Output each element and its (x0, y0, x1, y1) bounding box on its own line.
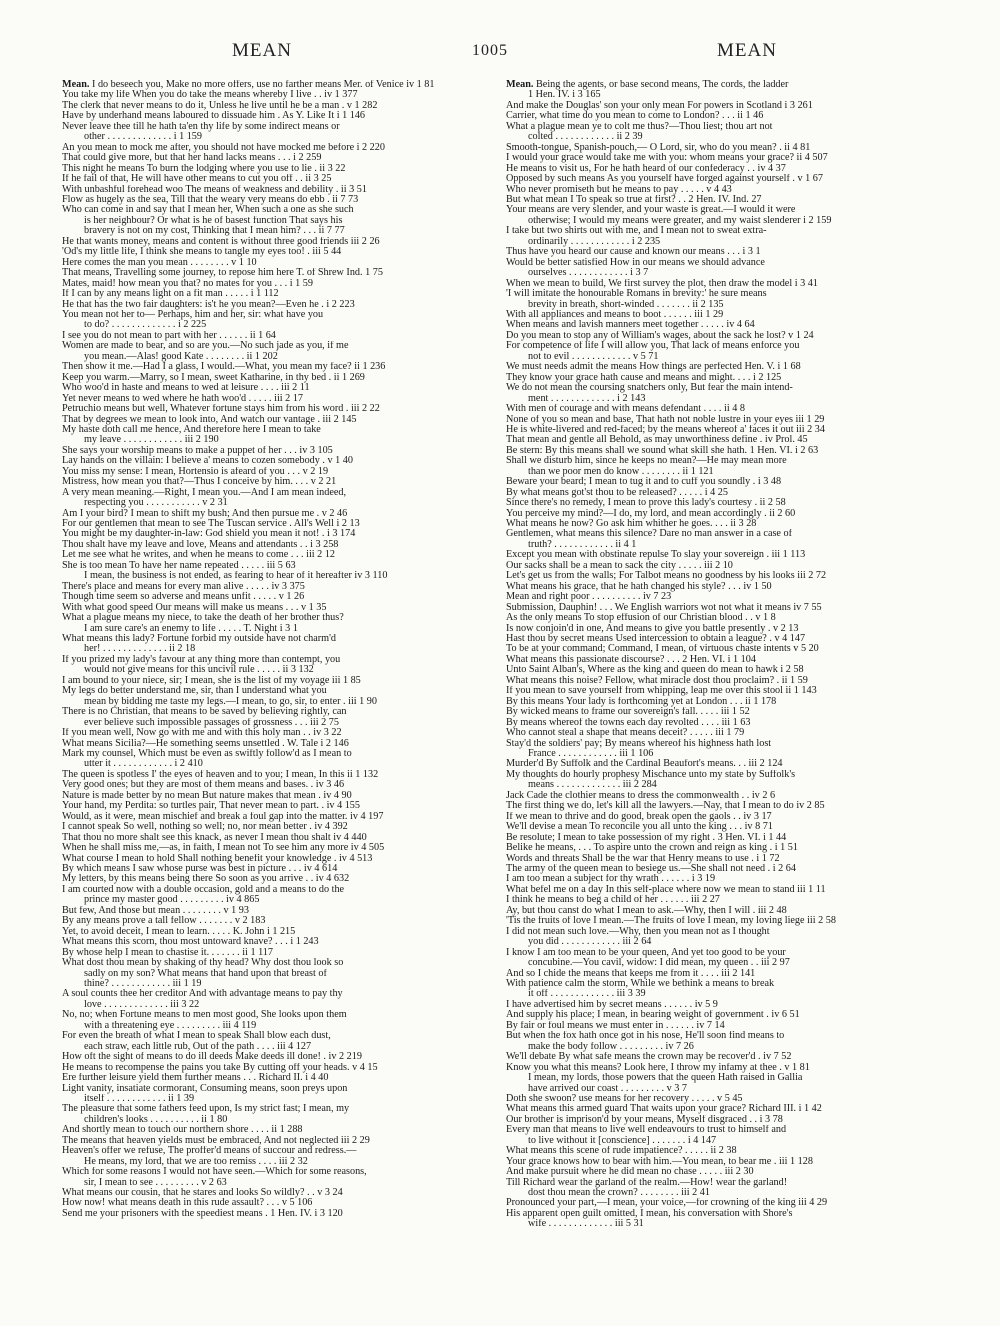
concordance-line: Unto Saint Alban's, Where as the king and queen do mean to hawk i 2 58 (506, 665, 804, 676)
concordance-line: respecting you . . . . . . . . . . . v 2 31 (84, 498, 228, 509)
concordance-line: Lay hands on the villain: I believe a' means to cozen somebody . v 1 40 (62, 456, 353, 467)
concordance-line: utter it . . . . . . . . . . . . i 2 410 (84, 759, 203, 770)
concordance-line: concubine.—You cavil, widow: I did mean, my queen . . iii 2 97 (528, 958, 790, 969)
concordance-line: is her neighbour? Or what is he of basest function That says his (84, 215, 343, 226)
concordance-line: By means whereof the towns each day revolted . . . . iii 1 63 (506, 717, 751, 728)
concordance-line: My legs do better understand me, sir, than I understand what you (62, 686, 327, 697)
concordance-line: What means this scene of rude impatience? . . . . . ii 2 38 (506, 1146, 737, 1157)
concordance-line: Heaven's offer we refuse, The proffer'd means of succour and redress.— (62, 1146, 357, 1157)
concordance-line: love . . . . . . . . . . . . . iii 3 22 (84, 999, 200, 1010)
concordance-line: Yet never means to wed where he hath woo'd . . . . . iii 2 17 (62, 393, 304, 404)
concordance-line: You might be my daughter-in-law: God shield you mean it not! . i 3 174 (62, 529, 356, 540)
concordance-line: Flow as hugely as the sea, Till that the weary very means do ebb . ii 7 73 (62, 194, 359, 205)
concordance-line: Your grace knows how to bear with him.—You mean, to bear me . iii 1 128 (506, 1156, 813, 1167)
concordance-line: That thou no more shalt see this knack, as never I mean thou shalt iv 4 440 (62, 832, 367, 843)
concordance-line: mean by bidding me taste my legs.—I mean, to go, sir, to enter . iii 1 90 (84, 696, 377, 707)
concordance-line: We do not mean the coursing snatchers only, But fear the main intend- (506, 383, 793, 394)
concordance-line: The queen is spotless I' the eyes of heaven and to you; I mean, In this ii 1 132 (62, 769, 379, 780)
concordance-line: If you mean to save yourself from whipping, leap me over this stool ii 1 143 (506, 686, 817, 697)
left-column (62, 80, 502, 1219)
concordance-line: For our gentlemen that mean to see The Tuscan service . All's Well i 2 13 (62, 519, 360, 530)
concordance-line: She is too mean To have her name repeated . . . . . iii 5 63 (62, 560, 296, 571)
concordance-line: That could give more, but that her hand lacks means . . . i 2 259 (62, 153, 322, 164)
concordance-line: brevity in breath, short-winded . . . . . . . ii 2 135 (528, 299, 724, 310)
concordance-line: each straw, each little rub, Out of the path . . . . iii 4 127 (84, 1041, 312, 1052)
concordance-line: What means our cousin, that he stares and looks So wildly? . . v 3 24 (62, 1188, 343, 1199)
concordance-line: Jack Cade the clothier means to dress the commonwealth . . iv 2 6 (506, 790, 776, 801)
concordance-line: France . . . . . . . . . . . . iii 1 106 (528, 749, 654, 759)
concordance-line: Words and threats Shall be the war that Henry means to use . i 1 72 (506, 853, 780, 864)
concordance-line: I mean, my lords, those powers that the queen Hath raised in Gallia (528, 1073, 803, 1084)
concordance-line: Since there's no remedy, I mean to prove this lady's courtesy . ii 2 58 (506, 498, 786, 509)
concordance-line: When means and lavish manners meet together . . . . . iv 4 64 (506, 320, 755, 331)
concordance-line: I mean, the business is not ended, as fearing to hear of it hereafter iv 3 110 (84, 571, 388, 582)
concordance-line: prince my master good . . . . . . . . . iv 4 865 (84, 895, 260, 906)
concordance-line: ever believe such impossible passages of grossness . . . iii 2 75 (84, 717, 339, 728)
concordance-line: Hast thou by secret means Used intercession to obtain a league? . v 4 147 (506, 634, 806, 645)
concordance-line: If you mean well, Now go with me and with this holy man . . iv 3 22 (62, 728, 342, 739)
concordance-line: But few, And those but mean . . . . . . . . v 1 93 (62, 905, 249, 916)
concordance-line: What means this noise? Fellow, what miracle dost thou proclaim? . ii 1 59 (506, 675, 808, 686)
concordance-line: By this means Your lady is forthcoming yet at London . . . ii 1 178 (506, 696, 777, 707)
concordance-line: truth? . . . . . . . . . . . . ii 4 1 (528, 539, 637, 550)
concordance-line: The means that heaven yields must be embraced, And not neglected iii 2 29 (62, 1135, 370, 1146)
concordance-line: ment . . . . . . . . . . . . . i 2 143 (528, 393, 646, 404)
concordance-line: I would your grace would take me with you: whom means your grace? ii 4 507 (506, 153, 828, 164)
concordance-line: There's place and means for every man alive . . . . . iv 3 375 (62, 581, 305, 592)
concordance-line: make the body follow . . . . . . . . . iv 7 26 (528, 1041, 694, 1052)
concordance-line: Till Richard wear the garland of the realm.—How! wear the garland! (506, 1177, 788, 1188)
concordance-line: Which for some reasons I would not have seen.—Which for some reasons, (62, 1167, 367, 1178)
concordance-line: Ay, but thou canst do what I mean to ask.—Why, then I will . iii 2 48 (506, 905, 787, 916)
concordance-line: sadly on my son? What means that hand upon that breast of (84, 968, 327, 979)
concordance-line: Very good ones; but they are most of them means and bases. . iv 3 46 (62, 780, 345, 791)
concordance-line: This night he means To burn the lodging where you use to lie . ii 3 22 (62, 163, 346, 174)
concordance-line: her! . . . . . . . . . . . . . ii 2 18 (84, 644, 196, 655)
concordance-line: What means this scorn, thou most untoward knave? . . . i 1 243 (62, 937, 319, 948)
concordance-line: Smooth-tongue, Spanish-pouch,— O Lord, sir, who do you mean? . ii 4 81 (506, 142, 811, 153)
concordance-line: dost thou mean the crown? . . . . . . . . iii 2 41 (528, 1188, 710, 1199)
concordance-line: A soul counts thee her creditor And with advantage means to pay thy (62, 989, 343, 1000)
concordance-line: What a plague means my niece, to take the death of her brother thus? (62, 613, 344, 624)
concordance-line: otherwise; I would my means were greater, and my waist slenderer i 2 159 (528, 215, 832, 226)
concordance-line: Then show it me.—Had I a glass, I would.—What, you mean my face? ii 1 236 (62, 362, 386, 373)
concordance-line: He means to recompense the pains you take By cutting off your heads. v 4 15 (62, 1062, 378, 1073)
concordance-line: He that wants money, means and content is without three good friends iii 2 26 (62, 236, 380, 247)
concordance-line: 'Od's my little life, I think she means to tangle my eyes too! . iii 5 44 (62, 247, 342, 258)
concordance-line: We must needs admit the means How things are perfected Hen. V. i 1 68 (506, 362, 801, 373)
concordance-line: not to evil . . . . . . . . . . . . v 5 71 (528, 351, 659, 362)
concordance-line: If he fail of that, He will have other means to cut you off . . ii 3 25 (62, 174, 332, 185)
concordance-line: No, no; when Fortune means to men most good, She looks upon them (62, 1010, 347, 1021)
concordance-line: itself . . . . . . . . . . . . ii 1 39 (84, 1093, 195, 1104)
concordance-line: you did . . . . . . . . . . . . iii 2 64 (528, 937, 652, 948)
concordance-line: I am sure care's an enemy to life . . . . . T. Night i 3 1 (84, 623, 298, 634)
concordance-line: Our sacks shall be a mean to sack the city . . . . . iii 2 10 (506, 560, 733, 571)
concordance-line: By fair or foul means we must enter in . . . . . . iv 7 14 (506, 1020, 725, 1031)
concordance-line: With all appliances and means to boot . . . . . . iii 1 29 (506, 309, 724, 320)
concordance-line: For competence of life I will allow you, That lack of means enforce you (506, 341, 800, 352)
concordance-line: My thoughts do hourly prophesy Mischance unto my state by Suffolk's (506, 769, 796, 780)
concordance-line: We'll debate By what safe means the crown may be recover'd . iv 7 52 (506, 1052, 792, 1063)
concordance-line: When we mean to build, We first survey the plot, then draw the model i 3 41 (506, 278, 818, 289)
concordance-line: Let me see what he writes, and when he means to come . . . iii 2 12 (62, 550, 336, 561)
concordance-line: My letters, by this means being there So soon as you arrive . . iv 4 632 (62, 874, 350, 885)
concordance-line: Women are made to bear, and so are you.—No such jade as you, if me (62, 341, 349, 352)
concordance-line: ordinarily . . . . . . . . . . . . i 2 235 (528, 236, 661, 247)
concordance-line: What means this armed guard That waits upon your grace? Richard III. i 1 42 (506, 1104, 822, 1115)
concordance-line: What course I mean to hold Shall nothing benefit your knowledge . iv 4 513 (62, 853, 373, 864)
concordance-line: By whose help I mean to chastise it. . . . . . . ii 1 117 (62, 947, 273, 958)
concordance-line: My haste doth call me hence, And therefore here I mean to take (62, 424, 321, 435)
concordance-line: than we poor men do know . . . . . . . . ii 1 121 (528, 466, 714, 477)
running-head-right: MEAN (717, 40, 777, 61)
concordance-line: I cannot speak So well, nothing so well; no, nor mean better . iv 4 392 (62, 822, 348, 833)
concordance-line: But when the fox hath once got in his nose, He'll soon find means to (506, 1031, 785, 1042)
concordance-line: He is white-livered and red-faced; by the means whereof a' faces it out iii 2 34 (506, 424, 825, 435)
concordance-line: Nature is made better by no mean But nature makes that mean . iv 4 90 (62, 790, 352, 801)
concordance-line: But what mean I To speak so true at first? . . 2 Hen. IV. Ind. 27 (506, 194, 762, 205)
concordance-line: Who can come in and say that I mean her, When such a one as she such (62, 205, 354, 216)
concordance-line: Thus have you heard our cause and known our means . . . i 3 1 (506, 247, 761, 258)
concordance-line: Am I your bird? I mean to shift my bush; And then pursue me . v 2 46 (62, 508, 348, 519)
concordance-line: means . . . . . . . . . . . . . iii 2 284 (528, 780, 657, 791)
concordance-line: And make the Douglas' son your only mean For powers in Scotland i 3 261 (506, 100, 813, 111)
concordance-line: By which means I saw whose purse was best in picture . . . iv 4 614 (62, 863, 338, 874)
concordance-line: She says your worship means to make a puppet of her . . . iv 3 105 (62, 445, 333, 456)
concordance-line: Carrier, what time do you mean to come to London? . . . ii 1 46 (506, 111, 764, 122)
concordance-line: He means, my lord, that we are too remiss . . . . iii 2 32 (84, 1156, 308, 1167)
concordance-line: I think he means to beg a child of her . . . . . . iii 2 27 (506, 895, 720, 906)
concordance-line: 'Tis the fruits of love I mean.—The fruits of love I mean, my loving liege iii 2 58 (506, 916, 836, 927)
concordance-line: With unbashful forehead woo The means of weakness and debility . ii 3 51 (62, 184, 367, 195)
concordance-line: The clerk that never means to do it, Unless he live until he be a man . v 1 282 (62, 100, 378, 111)
concordance-line: How oft the sight of means to do ill deeds Make deeds ill done! . iv 2 219 (62, 1052, 362, 1063)
concordance-line: If we mean to thrive and do good, break open the gaols . . iv 3 17 (506, 811, 772, 822)
concordance-line: You miss my sense: I mean, Hortensio is afeard of you . . . v 2 19 (62, 466, 329, 477)
concordance-line: Submission, Dauphin! . . . We English warriors wot not what it means iv 7 55 (506, 602, 822, 613)
right-column (506, 80, 946, 1230)
concordance-line: I know I am too mean to be your queen, And yet too good to be your (506, 947, 786, 958)
concordance-line: Beware your beard; I mean to tug it and to cuff you soundly . i 3 48 (506, 477, 782, 488)
concordance-line: Mistress, how mean you that?—Thus I conceive by him. . . . v 2 21 (62, 477, 337, 488)
concordance-line: I have advertised him by secret means . . . . . . iv 5 9 (506, 999, 718, 1010)
concordance-line: Send me your prisoners with the speediest means . 1 Hen. IV. i 3 120 (62, 1208, 343, 1219)
concordance-line: Who woo'd in haste and means to wed at leisure . . . . iii 2 11 (62, 383, 310, 394)
concordance-line: What a plague mean ye to colt me thus?—Thou liest; thou art not (506, 121, 773, 132)
concordance-line: Petruchio means but well, Whatever fortune stays him from his word . iii 2 22 (62, 404, 380, 415)
concordance-line: I take but two shirts out with me, and I mean not to sweat extra- (506, 226, 767, 237)
concordance-line: They know your grace hath cause and means and might. . . . i 2 125 (506, 372, 782, 383)
concordance-line: Every man that means to live well endeavours to trust to himself and (506, 1125, 787, 1136)
concordance-line: children's looks . . . . . . . . . . ii 1 80 (84, 1114, 228, 1125)
concordance-line: have arrived our coast . . . . . . . . . v 3 7 (528, 1083, 687, 1094)
concordance-line: You perceive my mind?—I do, my lord, and mean accordingly . ii 2 60 (506, 508, 796, 519)
concordance-line: Our brother is imprison'd by your means, Myself disgraced . . i 3 78 (506, 1114, 783, 1125)
concordance-line: And shortly mean to touch our northern shore . . . . ii 1 288 (62, 1125, 303, 1136)
concordance-line: Though time seem so adverse and means unfit . . . . . v 1 26 (62, 592, 305, 603)
concordance-line: would not give means for this uncivil rule . . . . . ii 3 132 (84, 665, 314, 676)
concordance-line: As the only means To stop effusion of our Christian blood . . v 1 8 (506, 613, 776, 624)
concordance-line: bravery is not on my cost, Thinking that I mean him? . . . ii 7 77 (84, 226, 345, 237)
concordance-line: To be at your command; Command, I mean, of virtuous chaste intents v 5 20 (506, 644, 819, 655)
concordance-line: Mean and right poor . . . . . . . . . . iv 7 23 (506, 592, 672, 603)
concordance-line: 'I will imitate the honourable Romans in brevity:' he sure means (506, 289, 767, 300)
concordance-line: By what means got'st thou to be released? . . . . . i 4 25 (506, 487, 728, 498)
concordance-line: Have by underhand means laboured to dissuade him . As Y. Like It i 1 146 (62, 111, 366, 122)
concordance-line: Pronounced your part,—I mean, your voice,—for crowning of the king iii 4 29 (506, 1198, 828, 1209)
concordance-line: The first thing we do, let's kill all the lawyers.—Nay, that I mean to do iv 2 85 (506, 801, 825, 812)
concordance-line: I am bound to your niece, sir; I mean, she is the list of my voyage iii 1 85 (62, 675, 361, 686)
concordance-line: you mean.—Alas! good Kate . . . . . . . . ii 1 202 (84, 351, 278, 362)
concordance-line: Yet, to avoid deceit, I mean to learn. . . . . K. John i 1 215 (62, 926, 296, 937)
concordance-line: Mark my counsel, Which must be even as swiftly follow'd as I mean to (62, 749, 352, 759)
concordance-line: thine? . . . . . . . . . . . . iii 1 19 (84, 978, 202, 989)
concordance-line: A very mean meaning.—Right, I mean you.—And I am mean indeed, (62, 487, 347, 498)
concordance-line: That by degrees we mean to look into, And watch our vantage . iii 2 145 (62, 414, 357, 425)
concordance-line: I am too mean a subject for thy wrath . . . . . . i 3 19 (506, 874, 716, 885)
concordance-line: Who cannot steal a shape that means deceit? . . . . . iii 1 79 (506, 728, 745, 739)
running-head-left: MEAN (232, 40, 292, 61)
concordance-line: Ere further leisure yield them further means . . . Richard II. i 4 40 (62, 1073, 329, 1084)
concordance-line: Murder'd By Suffolk and the Cardinal Beaufort's means. . . iii 2 124 (506, 759, 783, 770)
concordance-line: What dost thou mean by shaking of thy head? Why dost thou look so (62, 958, 344, 969)
concordance-line: to do? . . . . . . . . . . . . . i 2 225 (84, 320, 207, 331)
concordance-line: What befel me on a day In this self-place where now we mean to stand iii 1 11 (506, 884, 826, 895)
concordance-line: You take my life When you do take the means whereby I live . . iv 1 377 (62, 90, 358, 101)
concordance-line: The army of the queen mean to besiege us.—She shall not need . i 2 64 (506, 863, 796, 874)
concordance-line: other . . . . . . . . . . . . . i 1 159 (84, 132, 202, 143)
concordance-line: Do you mean to stop any of William's wages, about the sack he lost? v 1 24 (506, 330, 814, 341)
concordance-line: Would be better satisfied How in our means we should advance (506, 257, 765, 268)
concordance-line: An you mean to mock me after, you should not have mocked me before i 2 220 (62, 142, 385, 153)
concordance-line: None of you so mean and base, That hath not noble lustre in your eyes iii 1 29 (506, 414, 825, 425)
concordance-line: Here comes the man you mean . . . . . . . . v 1 10 (62, 257, 257, 268)
concordance-line: What means his grace, that he hath changed his style? . . . iv 1 50 (506, 581, 772, 592)
concordance-line: What means this passionate discourse? . . . 2 Hen. VI. i 1 104 (506, 654, 756, 665)
concordance-line: my leave . . . . . . . . . . . . iii 2 190 (84, 435, 219, 446)
concordance-line: I see you do not mean to part with her . . . . . . ii 1 64 (62, 330, 276, 341)
concordance-line: That mean and gentle all Behold, as may unworthiness define . iv Prol. 45 (506, 435, 808, 446)
concordance-line: Mates, maid! how mean you that? no mates for you . . . i 1 59 (62, 278, 313, 289)
concordance-line: Stay'd the soldiers' pay; By means whereof his highness hath lost (506, 738, 772, 749)
concordance-line: Opposed by such means As you yourself have forged against yourself . v 1 67 (506, 174, 823, 185)
concordance-line: Shall we disturb him, since he keeps no mean?—He may mean more (506, 456, 787, 467)
concordance-line: We'll devise a mean To reconcile you all unto the king . . . iv 8 71 (506, 822, 773, 833)
concordance-line: Be resolute; I mean to take possession of my right . 3 Hen. VI. i 1 44 (506, 832, 787, 843)
concordance-line: How now! what means death in this rude assault? . . . v 5 106 (62, 1198, 313, 1209)
concordance-line: You mean not her to— Perhaps, him and her, sir: what have you (62, 309, 324, 320)
concordance-line: By wicked means to frame our sovereign's fall. . . . . iii 1 52 (506, 707, 750, 718)
concordance-line: I did not mean such love.—Why, then you mean not as I thought (506, 926, 770, 937)
concordance-line: If I can by any means light on a fit man . . . . . i 1 112 (62, 289, 279, 300)
concordance-line: I am courted now with a double occasion, gold and a means to do the (62, 884, 345, 895)
concordance-line: colted . . . . . . . . . . . . ii 2 39 (528, 132, 643, 143)
concordance-line: with a threatening eye . . . . . . . . . iii 4 119 (84, 1020, 257, 1031)
concordance-line: And supply his place; I mean, in bearing weight of government . iv 6 51 (506, 1010, 800, 1021)
concordance-line: it off . . . . . . . . . . . . . iii 3 39 (528, 989, 646, 1000)
concordance-line: With what good speed Our means will make us means . . . v 1 35 (62, 602, 327, 613)
concordance-line: Except you mean with obstinate repulse To slay your sovereign . iii 1 113 (506, 550, 806, 561)
concordance-line: His apparent open guilt omitted, I mean, his conversation with Shore's (506, 1208, 793, 1219)
concordance-line: That means, Travelling some journey, to repose him here T. of Shrew Ind. 1 75 (62, 268, 383, 279)
concordance-line: Be stern: By this means shall we sound what skill she hath. 1 Hen. VI. i 2 63 (506, 445, 819, 456)
concordance-line: And so I chide the means that keeps me from it . . . . iii 2 141 (506, 968, 756, 979)
concordance-line: Thou shalt have my leave and love, Means and attendants . . i 3 258 (62, 539, 339, 550)
concordance-line: Belike he means, . . . To aspire unto the crown and reign as king . i 1 51 (506, 843, 798, 854)
concordance-line: Let's get us from the walls; For Talbot means no goodness by his looks iii 2 72 (506, 571, 827, 582)
concordance-line: By any means prove a tall fellow . . . . . . . v 2 183 (62, 916, 266, 927)
concordance-line: Keep you warm.—Marry, so I mean, sweet Katharine, in thy bed . ii 1 269 (62, 372, 365, 383)
concordance-line: Light vanity, insatiate cormorant, Consuming means, soon preys upon (62, 1083, 348, 1094)
concordance-line: And make pursuit where he did mean no chase . . . . . iii 2 30 (506, 1167, 754, 1178)
concordance-line: wife . . . . . . . . . . . . . iii 5 31 (528, 1219, 644, 1230)
concordance-line: sir, I mean to see . . . . . . . . . v 2 63 (84, 1177, 227, 1188)
concordance-line: What means Sicilia?—He something seems unsettled . W. Tale i 2 146 (62, 738, 349, 749)
concordance-line: If you prized my lady's favour at any thing more than contempt, you (62, 654, 341, 665)
concordance-line: Who never promiseth but he means to pay . . . . . v 4 43 (506, 184, 732, 195)
concordance-line: to live without it [conscience] . . . . . . . i 4 147 (528, 1135, 717, 1146)
concordance-line: The pleasure that some fathers feed upon, Is my strict fast; I mean, my (62, 1104, 350, 1115)
concordance-line: Never leave thee till he hath ta'en thy life by some indirect means or (62, 121, 340, 132)
concordance-line: When he shall miss me,—as, in faith, I mean not To see him any more iv 4 505 (62, 843, 385, 854)
concordance-line: Your means are very slender, and your waste is great.—I would it were (506, 205, 796, 216)
concordance-line: What means he now? Go ask him whither he goes. . . . ii 3 28 (506, 519, 757, 530)
concordance-line: He that has the two fair daughters: is't he you mean?—Even he . i 2 223 (62, 299, 355, 310)
concordance-line: ourselves . . . . . . . . . . . . i 3 7 (528, 268, 649, 279)
concordance-line: What means this lady? Fortune forbid my outside have not charm'd (62, 634, 337, 645)
concordance-line: Would, as it were, mean mischief and break a foul gap into the matter. iv 4 197 (62, 811, 384, 822)
concordance-line: 1 Hen. IV. i 3 165 (528, 90, 601, 101)
concordance-line: Doth she swoon? use means for her recovery . . . . . v 5 45 (506, 1093, 743, 1104)
concordance-line: Your hand, my Perdita: so turtles pair, That never mean to part. . iv 4 155 (62, 801, 360, 812)
concordance-line: With men of courage and with means defendant . . . . ii 4 8 (506, 404, 745, 415)
concordance-line: There is no Christian, that means to be saved by believing rightly, can (62, 707, 347, 718)
concordance-line: He means to visit us, For he hath heard of our confederacy . . iv 4 37 (506, 163, 786, 174)
concordance-line: For even the breath of what I mean to speak Shall blow each dust, (62, 1031, 331, 1042)
concordance-line: Gentlemen, what means this silence? Dare no man answer in a case of (506, 529, 792, 540)
concordance-line: Know you what this means? Look here, I throw my infamy at thee . v 1 81 (506, 1062, 810, 1073)
concordance-line: With patience calm the storm, While we bethink a means to break (506, 978, 775, 989)
page-number: 1005 (472, 42, 508, 59)
concordance-headword-line: Mean. I do beseech you, Make no more offers, use no farther means Mer. of Venice iv 1 81 (62, 80, 435, 90)
concordance-headword-line: Mean. Being the agents, or base second means, The cords, the ladder (506, 80, 789, 90)
concordance-line: Is now conjoin'd in one, And means to give you battle presently . v 2 13 (506, 623, 799, 634)
